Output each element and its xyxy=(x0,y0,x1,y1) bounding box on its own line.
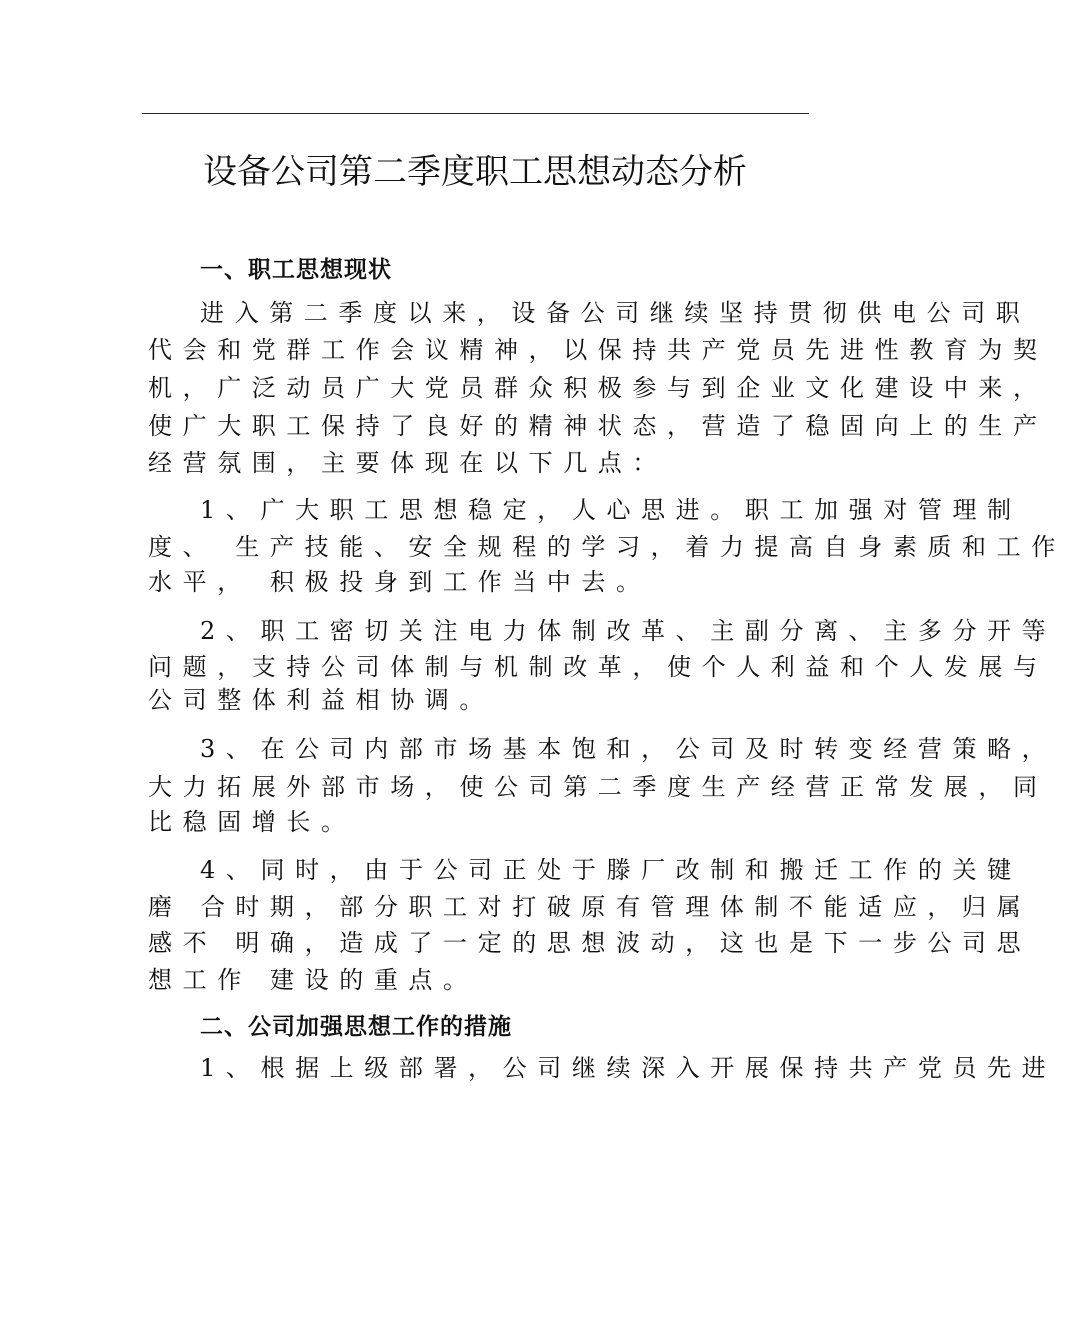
paragraph-line: 大力拓展外部市场，使公司第二季度生产经营正常发展，同 xyxy=(148,773,1048,801)
paragraph-line: 比稳固增长。 xyxy=(148,808,356,836)
header-rule xyxy=(142,113,809,114)
paragraph-line: 想工作 建设的重点。 xyxy=(148,966,478,994)
paragraph-line: 公司整体利益相协调。 xyxy=(148,686,494,714)
paragraph-line: 进入第二季度以来，设备公司继续坚持贯彻供电公司职 xyxy=(200,299,1031,327)
paragraph-line: 机，广泛动员广大党员群众积极参与到企业文化建设中来， xyxy=(148,374,1048,402)
paragraph-line: 3、在公司内部市场基本饱和，公司及时转变经营策略， xyxy=(200,735,1057,763)
section-heading: 一、职工思想现状 xyxy=(200,257,392,283)
paragraph-line: 4、同时，由于公司正处于滕厂改制和搬迁工作的关键 xyxy=(200,856,1022,884)
paragraph-line: 代会和党群工作会议精神，以保持共产党员先进性教育为契 xyxy=(148,336,1048,364)
paragraph-line: 2、职工密切关注电力体制改革、主副分离、主多分开等 xyxy=(200,617,1057,645)
paragraph-line: 1、广大职工思想稳定，人心思进。职工加强对管理制 xyxy=(200,496,1022,524)
paragraph-line: 1、根据上级部署，公司继续深入开展保持共产党员先进 xyxy=(200,1054,1057,1082)
paragraph-line: 使广大职工保持了良好的精神状态，营造了稳固向上的生产 xyxy=(148,412,1048,440)
paragraph-line: 感不 明确，造成了一定的思想波动，这也是下一步公司思 xyxy=(148,929,1032,957)
section-heading: 二、公司加强思想工作的措施 xyxy=(200,1014,512,1040)
document-title: 设备公司第二季度职工思想动态分析 xyxy=(203,152,747,192)
paragraph-line: 水平， 积极投身到工作当中去。 xyxy=(148,568,651,596)
paragraph-line: 度、 生产技能、安全规程的学习，着力提高自身素质和工作 xyxy=(148,533,1066,561)
paragraph-line: 磨 合时期，部分职工对打破原有管理体制不能适应，归属 xyxy=(148,893,1032,921)
paragraph-line: 经营氛围，主要体现在以下几点： xyxy=(148,449,667,477)
paragraph-line: 问题，支持公司体制与机制改革，使个人利益和个人发展与 xyxy=(148,653,1048,681)
